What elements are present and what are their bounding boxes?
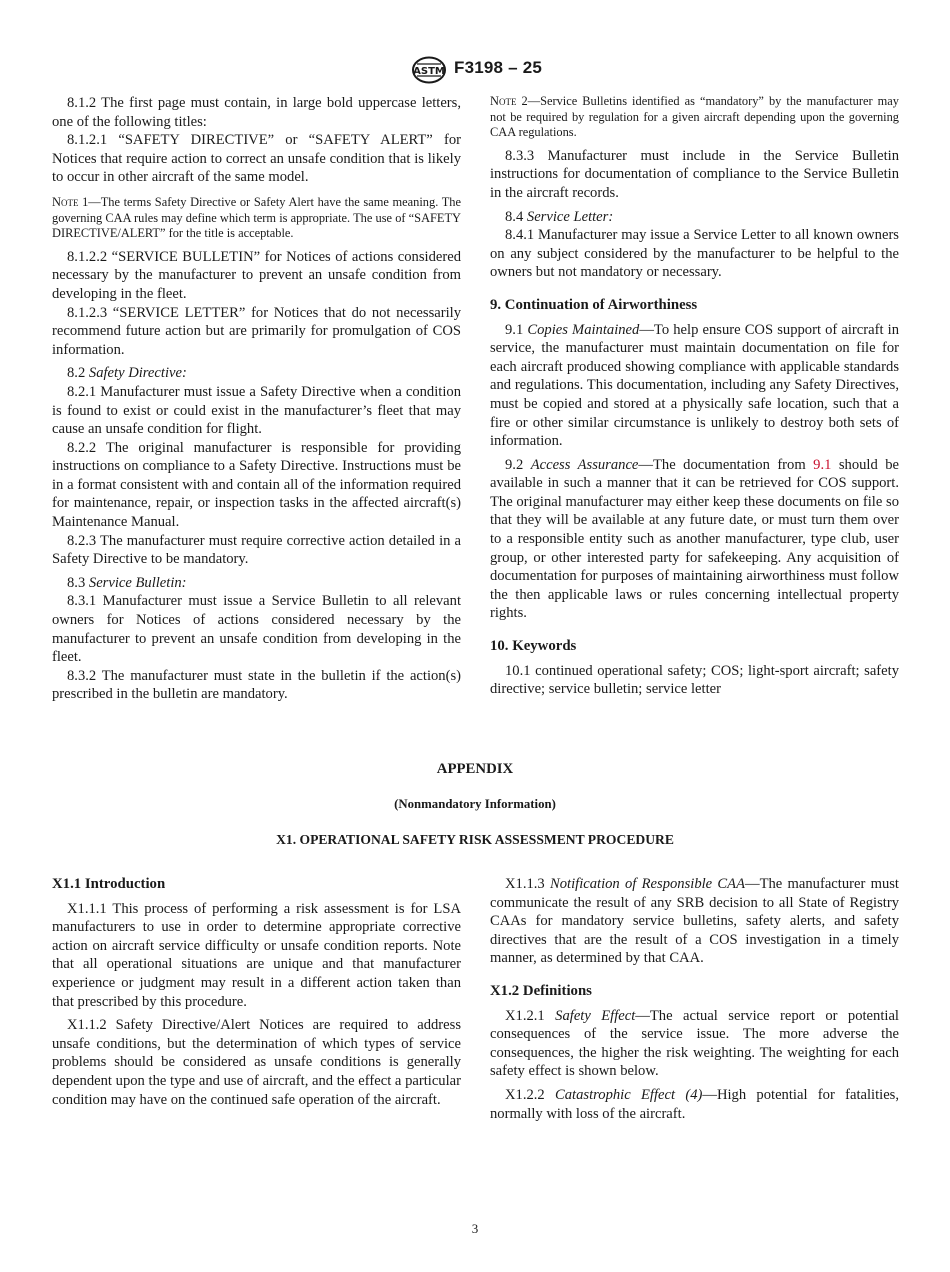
para-9-2-title: Access Assurance (530, 456, 639, 473)
para-8-1-2-2: 8.1.2.2 “SERVICE BULLETIN” for Notices of actions considered necessary by the manufacturer to prevent an unsafe condition from developing in the fleet. (52, 248, 461, 302)
astm-logo-icon (410, 56, 448, 84)
para-9-2-text-post: should be available in such a manner that it can be retrieved for COS support. The original manufacturer may either keep these documents on file so that they will be available at any future date, or must turn them over to a responsible entity such as another manufacturer, type club, user group, or other interested party for safekeeping. Any acquisition of documentation for purposes of maintaining airworthiness must follow the then applicable laws or rules concerning intellectual property rights. (490, 456, 900, 622)
appendix-title: APPENDIX (436, 761, 514, 777)
left-column-top (52, 94, 461, 704)
x1-1-heading: X1.1 Introduction (52, 876, 166, 892)
para-8-4-title: Service Letter: (526, 208, 614, 225)
para-8-2-3: 8.2.3 The manufacturer must require corrective action detailed in a Safety Directive to be mandatory. (52, 532, 461, 568)
para-9-2-text-pre: —The documentation from (638, 456, 814, 473)
note-2-text: 2—Service Bulletins identified as “mandatory” by the manufacturer may not be required by regulation for a given aircraft depending upon the governing CAA regulations. (490, 94, 899, 140)
note-1-text: 1—The terms Safety Directive or Safety Alert have the same meaning. The governing CAA rules may define which term is appropriate. The use of “SAFETY DIRECTIVE/ALERT” for the title is acceptable. (52, 194, 461, 241)
para-x1-2-1-text: —The actual service report or potential consequences of the service issue. The more adverse the consequences, the higher the risk weighting. The weighting for each safety effect is shown below. (490, 1007, 899, 1080)
para-x1-2-2-text: —High potential for fatalities, normally with loss of the aircraft. (490, 1086, 899, 1122)
para-8-2-title: Safety Directive: (88, 365, 187, 382)
appendix-subtitle: (Nonmandatory Information) (394, 797, 556, 811)
para-9-1 (490, 321, 899, 451)
para-8-2 (52, 364, 461, 383)
para-8-1-2-1: 8.1.2.1 “SAFETY DIRECTIVE” or “SAFETY ALERT” for Notices that require action to correct an unsafe condition that is likely to occur in other aircraft of the same model. (52, 132, 461, 186)
note-1-label: Note (52, 194, 79, 209)
x1-title: X1. OPERATIONAL SAFETY RISK ASSESSMENT PROCEDURE (276, 832, 674, 847)
para-x1-1-2: X1.1.2 Safety Directive/Alert Notices are required to address unsafe conditions, but the determination of which types of service problems should be considered as unsafe conditions is generally dependent upon the type and use of aircraft, and the effect a particular condition may have on the continued safe operation of the aircraft. (52, 1017, 461, 1108)
section-10-heading: 10. Keywords (490, 638, 577, 655)
para-x1-1-3-text: —The manufacturer must communicate the result of any SRB decision to all State of Registry CAAs for mandatory service bulletins, safety alerts, and safety directives that are the result of a COS investigation in a timely manner, as determined by that CAA. (490, 876, 899, 967)
para-8-3-number: 8.3 (67, 574, 89, 591)
para-9-1-title: Copies Maintained (527, 321, 640, 338)
para-8-3-2: 8.3.2 The manufacturer must state in the bulletin if the action(s) prescribed in the bulletin are mandatory. (52, 667, 461, 703)
page-number: 3 (471, 1221, 479, 1236)
para-8-2-2: 8.2.2 The original manufacturer is responsible for providing instructions on compliance to a Safety Directive. Instructions must be in a format consistent with and contain all of the information required for maintenance, repair, or inspection tasks in the affected aircraft(s) Maintenance Manual. (52, 439, 461, 531)
para-8-3-1: 8.3.1 Manufacturer must issue a Service Bulletin to all relevant owners for Notices of actions considered necessary by the manufacturer to prevent an unsafe condition from developing in the fleet. (52, 593, 461, 666)
para-x1-2-1 (490, 1007, 899, 1081)
left-column-bottom (52, 875, 461, 1109)
para-8-4 (490, 208, 899, 227)
para-x1-2-2 (490, 1086, 899, 1123)
note-2 (490, 94, 899, 141)
para-8-3 (52, 574, 461, 593)
para-9-2 (490, 456, 899, 623)
para-x1-2-1-title: Safety Effect (555, 1007, 636, 1024)
para-10-1: 10.1 continued operational safety; COS; light-sport aircraft; safety directive; service bulletin; service letter (490, 662, 899, 698)
standard-designation: F3198 – 25 (454, 58, 543, 77)
para-9-1-text: —To help ensure COS support of aircraft in service, the manufacturer must maintain documentation on file for each aircraft produced showing compliance with applicable standards and regulations. This documentation, including any Safety Directives, must be copied and stored at a physically safe location, such that a fire or other similar circumstance is unlikely to destroy both sets of information. (490, 321, 899, 450)
x1-2-heading: X1.2 Definitions (490, 982, 592, 999)
para-8-1-2-3: 8.1.2.3 “SERVICE LETTER” for Notices that do not necessarily recommend future action but are primarily for promulgation of COS information. (52, 304, 461, 358)
para-9-1-number: 9.1 (505, 321, 528, 338)
para-8-2-1: 8.2.1 Manufacturer must issue a Safety Directive when a condition is found to exist or could exist in the manufacturer’s fleet that may cause an unsafe condition for flight. (52, 383, 461, 438)
page-header (0, 56, 950, 84)
para-9-2-number: 9.2 (505, 456, 531, 473)
note-1 (52, 195, 461, 242)
para-8-4-number: 8.4 (505, 208, 527, 225)
section-9-heading: 9. Continuation of Airworthiness (490, 296, 698, 313)
para-x1-2-1-number: X1.2.1 (505, 1007, 556, 1024)
svg-text:ASTM: ASTM (413, 66, 445, 77)
para-8-3-title: Service Bulletin: (88, 574, 187, 591)
para-x1-1-1: X1.1.1 This process of performing a risk assessment is for LSA manufacturers to use in order to determine appropriate corrective action on aircraft service difficulty or unsafe condition reports. Note that all operational situations are unique and that manufacturer experience or judgment may result in a different action taken than that prescribed by this procedure. (52, 900, 461, 1010)
para-8-1-2: 8.1.2 The first page must contain, in large bold uppercase letters, one of the following titles: (52, 95, 461, 130)
para-8-4-1: 8.4.1 Manufacturer may issue a Service Letter to all known owners on any subject considered by the manufacturer to be helpful to the owners but not mandatory or necessary. (490, 227, 899, 281)
right-column-top (490, 94, 899, 699)
para-x1-2-2-title: Catastrophic Effect (4) (555, 1086, 703, 1103)
para-x1-1-3-number: X1.1.3 (505, 876, 550, 892)
para-8-2-number: 8.2 (67, 365, 89, 382)
para-x1-1-3-title: Notification of Responsible CAA (550, 876, 745, 892)
section-9-1-link[interactable]: 9.1 (813, 456, 832, 473)
note-2-label: Note (490, 94, 517, 108)
right-column-bottom (490, 875, 899, 1123)
para-x1-2-2-number: X1.2.2 (505, 1086, 556, 1103)
para-x1-1-3 (490, 875, 899, 968)
para-8-3-3: 8.3.3 Manufacturer must include in the Service Bulletin instructions for documentation of compliance to the Service Bulletin in the aircraft records. (490, 147, 899, 201)
